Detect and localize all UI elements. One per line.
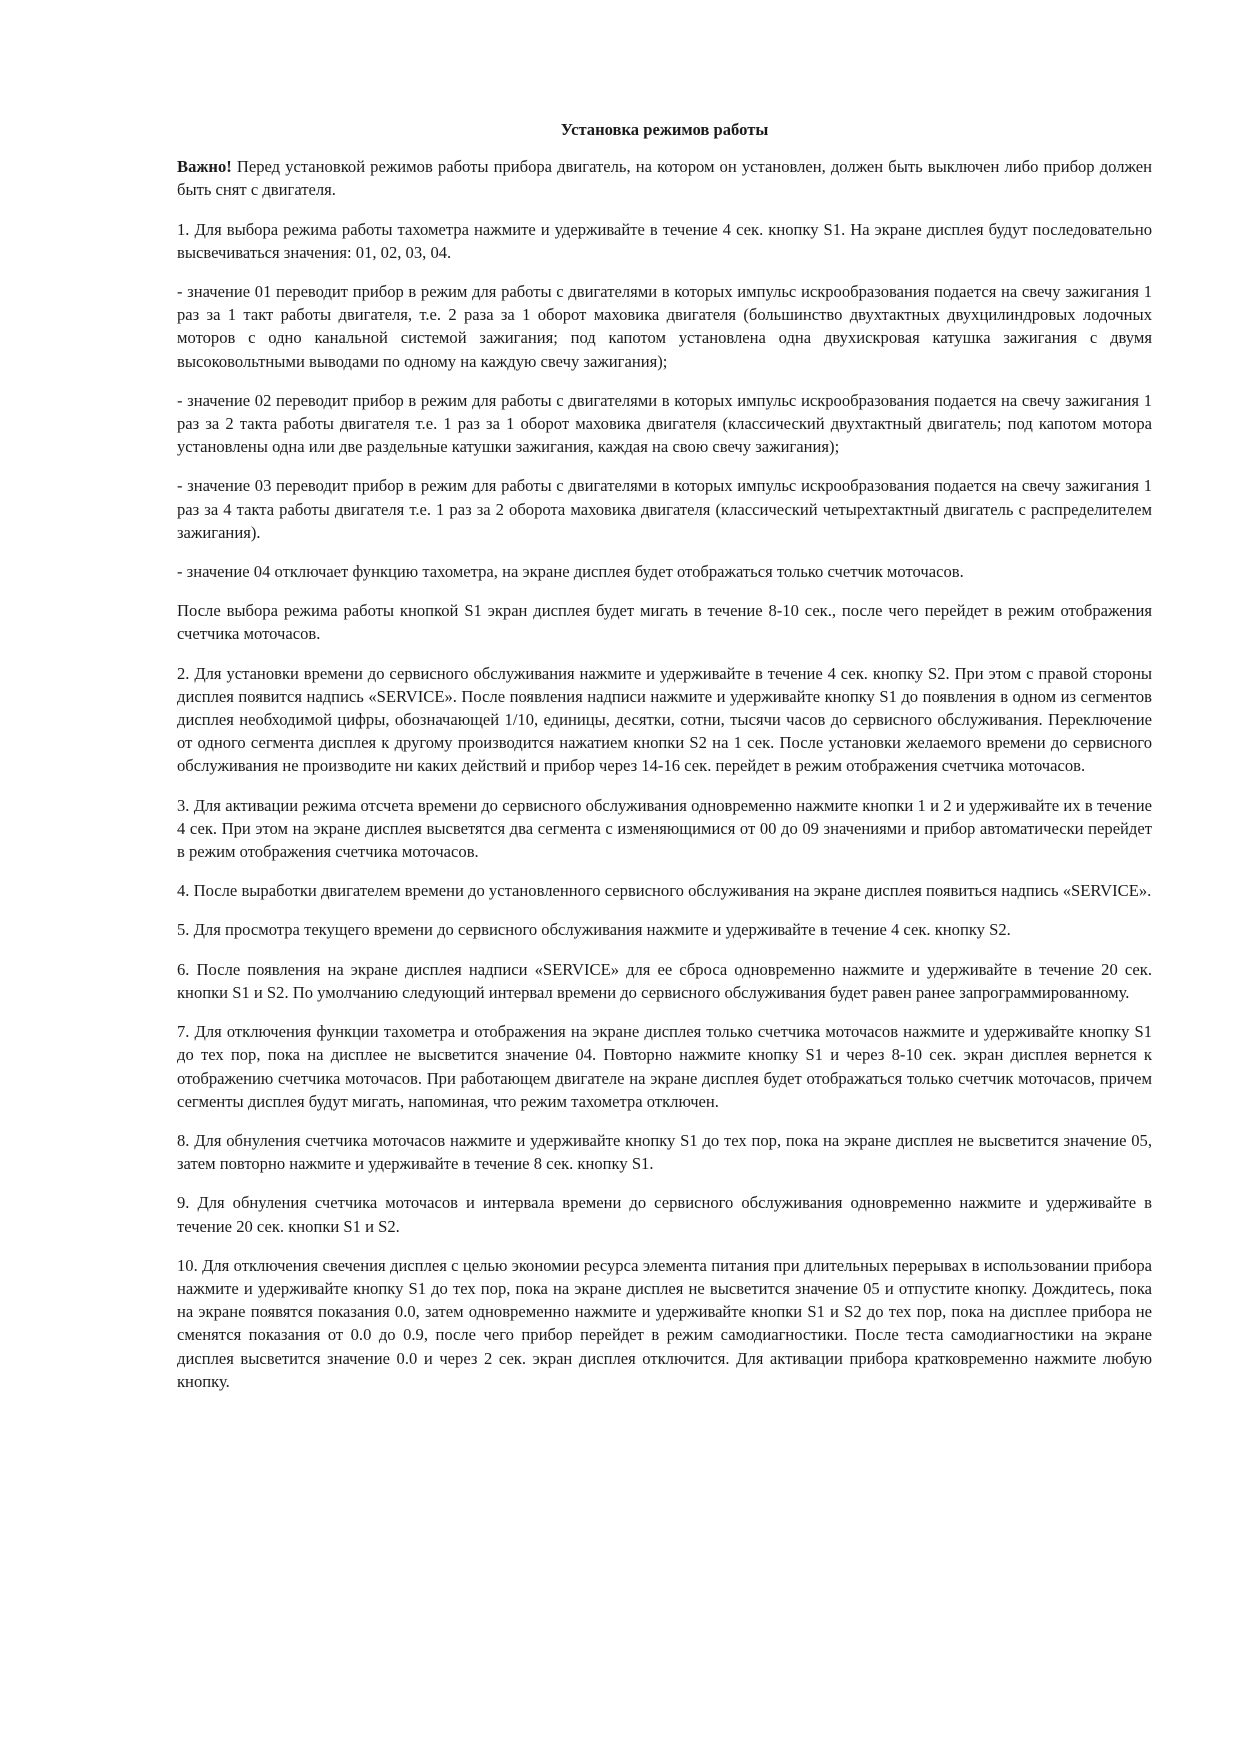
important-label: Важно! [177,157,232,177]
paragraph-step-1: 1. Для выбора режима работы тахометра нажмите и удерживайте в течение 4 сек. кнопку S1. На экране дисплея будут последовательно высвечиваться значения: 01, 02, 03, 04. [177,219,1152,262]
paragraph-step-7: 7. Для отключения функции тахометра и отображения на экране дисплея только счетчика моточасов нажмите и удерживайте кнопку S1 до тех пор, пока на дисплее не высветится значение 04. Повторно нажмите кнопку S1 и через 8-10 сек. экран дисплея вернется к отображению счетчика моточасов. При работающем двигателе на экране дисплея будет отображаться только счетчик моточасов, причем сегменты дисплея будут мигать, напоминая, что режим тахометра отключен. [177,1022,1152,1111]
paragraph-step-9: 9. Для обнуления счетчика моточасов и интервала времени до сервисного обслуживания одновременно нажмите и удерживайте в течение 20 сек. кнопки S1 и S2. [177,1193,1152,1236]
paragraph-mode-02: - значение 02 переводит прибор в режим для работы с двигателями в которых импульс искрообразования подается на свечу зажигания 1 раз за 2 такта работы двигателя т.е. 1 раз за 1 оборот маховика двигателя (классический двухтактный двигатель; под капотом мотора установлены одна или две раздельные катушки зажигания, каждая на свою свечу зажигания); [177,390,1152,457]
paragraph-after-mode-select: После выбора режима работы кнопкой S1 экран дисплея будет мигать в течение 8-10 сек., после чего перейдет в режим отображения счетчика моточасов. [177,601,1152,644]
important-note [177,155,1152,201]
paragraph-step-6: 6. После появления на экране дисплея надписи «SERVICE» для ее сброса одновременно нажмите и удерживайте в течение 20 сек. кнопки S1 и S2. По умолчанию следующий интервал времени до сервисного обслуживания будет равен ранее запрограммированному. [177,959,1152,1002]
paragraph-step-4: 4. После выработки двигателем времени до установленного сервисного обслуживания на экране дисплея появиться надпись «SERVICE». [177,881,1152,901]
paragraph-mode-03: - значение 03 переводит прибор в режим для работы с двигателями в которых импульс искрообразования подается на свечу зажигания 1 раз за 4 такта работы двигателя т.е. 1 раз за 2 оборота маховика двигателя (классический четырехтактный двигатель с распределителем зажигания). [177,476,1152,542]
paragraph-step-8: 8. Для обнуления счетчика моточасов нажмите и удерживайте кнопку S1 до тех пор, пока на экране дисплея не высветится значение 05, затем повторно нажмите и удерживайте в течение 8 сек. кнопку S1. [177,1130,1152,1174]
document-page [177,118,1152,1409]
paragraph-step-3: 3. Для активации режима отсчета времени до сервисного обслуживания одновременно нажмите кнопки 1 и 2 и удерживайте их в течение 4 сек. При этом на экране дисплея высветятся два сегмента с изменяющимися от 00 до 09 значениями и прибор автоматически перейдет в режим отображения счетчика моточасов. [177,795,1152,862]
important-text: Перед установкой режимов работы прибора двигатель, на котором он установлен, должен быть выключен либо прибор должен быть снят с двигателя. [177,157,1152,200]
paragraph-step-5: 5. Для просмотра текущего времени до сервисного обслуживания нажмите и удерживайте в течение 4 сек. кнопку S2. [177,920,1011,940]
paragraph-step-2: 2. Для установки времени до сервисного обслуживания нажмите и удерживайте в течение 4 сек. кнопку S2. При этом с правой стороны дисплея появится надпись «SERVICE». После появления надписи нажмите и удерживайте кнопку S1 до появления в одном из сегментов дисплея необходимой цифры, обозначающей 1/10, единицы, десятки, сотни, тысячи часов до сервисного обслуживания. Переключение от одного сегмента дисплея к другому производится нажатием кнопки S2 на 1 сек. После установки желаемого времени до сервисного обслуживания не производите ни каких действий и прибор через 14-16 сек. перейдет в режим отображения счетчика моточасов. [177,663,1152,776]
document-title: Установка режимов работы [560,120,769,139]
paragraph-mode-01: - значение 01 переводит прибор в режим для работы с двигателями в которых импульс искрообразования подается на свечу зажигания 1 раз за 1 такт работы двигателя, т.е. 2 раза за 1 оборот маховика двигателя (большинство двухтактных двухцилиндровых лодочных моторов с одно канальной системой зажигания; под капотом установлена одна двухискровая катушка зажигания с двумя высоковольтными выводами по одному на каждую свечу зажигания); [177,282,1152,371]
paragraph-mode-04: - значение 04 отключает функцию тахометра, на экране дисплея будет отображаться только счетчик моточасов. [177,562,964,582]
paragraph-step-10: 10. Для отключения свечения дисплея с целью экономии ресурса элемента питания при длительных перерывах в использовании прибора нажмите и удерживайте кнопку S1 до тех пор, пока на экране дисплея не высветится значение 05 и отпустите кнопку. Дождитесь, пока на экране появятся показания 0.0, затем одновременно нажмите и удерживайте кнопки S1 и S2 до тех пор, пока на дисплее прибора не сменятся показания от 0.0 до 0.9, после чего прибор перейдет в режим самодиагностики. После теста самодиагностики на экране дисплея высветится значение 0.0 и через 2 сек. экран дисплея отключится. Для активации прибора кратковременно нажмите любую кнопку. [177,1255,1152,1391]
